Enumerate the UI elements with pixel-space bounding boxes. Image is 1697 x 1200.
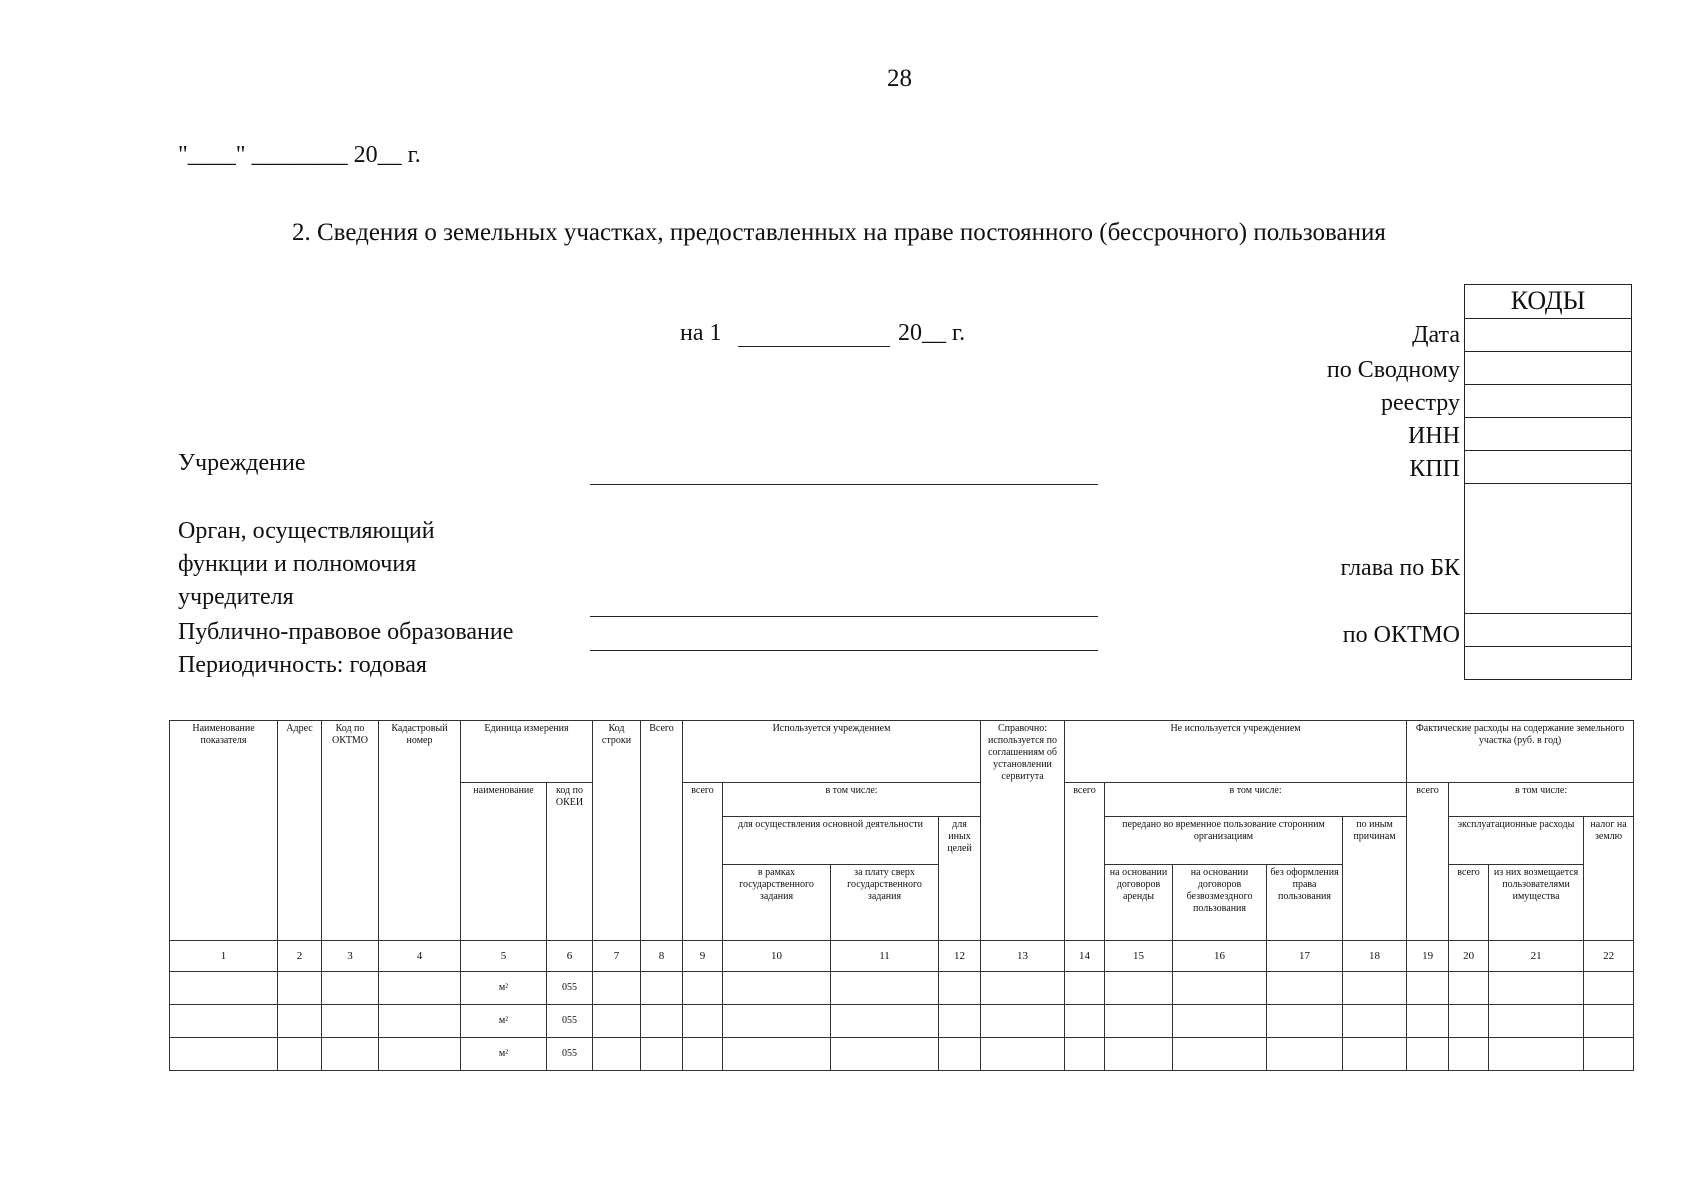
- codes-box: [1464, 284, 1632, 680]
- column-number: 1: [170, 941, 278, 972]
- organ-field[interactable]: [590, 616, 1098, 617]
- th-transferred: передано во временное пользование сторонним организациям: [1105, 817, 1343, 865]
- table-row: [170, 972, 1634, 1005]
- table-cell[interactable]: [723, 1005, 831, 1038]
- code-svodny-1[interactable]: [1465, 352, 1631, 385]
- table-cell[interactable]: [1407, 1038, 1449, 1071]
- column-number: 12: [939, 941, 981, 972]
- page-number: 28: [887, 65, 912, 92]
- code-svodny-2[interactable]: [1465, 385, 1631, 418]
- table-cell[interactable]: [1267, 1038, 1343, 1071]
- table-cell[interactable]: [831, 1038, 939, 1071]
- unit-cell[interactable]: м²: [461, 1038, 547, 1071]
- table-cell[interactable]: [939, 972, 981, 1005]
- label-ppo: Публично-правовое образование: [178, 619, 514, 645]
- document-title: 2. Сведения о земельных участках, предоставленных на праве постоянного (бессрочного) пользования: [292, 219, 1386, 246]
- label-glava: глава по БК: [1340, 555, 1460, 581]
- column-number: 13: [981, 941, 1065, 972]
- label-kpp: КПП: [1409, 456, 1460, 482]
- column-number: 15: [1105, 941, 1173, 972]
- th-row-code: Код строки: [593, 721, 641, 941]
- table-cell[interactable]: [322, 1005, 379, 1038]
- column-number: 16: [1173, 941, 1267, 972]
- th-servitude: Справочно: используется по соглашениям об установлении сервитута: [981, 721, 1065, 941]
- table-cell[interactable]: [1105, 1005, 1173, 1038]
- label-organ-3: учредителя: [178, 584, 294, 610]
- table-cell[interactable]: [593, 1038, 641, 1071]
- code-date[interactable]: [1465, 319, 1631, 352]
- table-cell[interactable]: [278, 1038, 322, 1071]
- table-cell[interactable]: [723, 972, 831, 1005]
- table-cell[interactable]: [379, 1005, 461, 1038]
- th-used-main: для осуществления основной деятельности: [723, 817, 939, 865]
- th-used: Используется учреждением: [683, 721, 981, 783]
- table-cell[interactable]: [1065, 972, 1105, 1005]
- th-no-right: без оформления права пользования: [1267, 865, 1343, 941]
- th-op-total: всего: [1449, 865, 1489, 941]
- th-used-state: в рамках государственного задания: [723, 865, 831, 941]
- th-other-reasons: по иным причинам: [1343, 817, 1407, 941]
- label-periodicity: Периодичность: годовая: [178, 652, 427, 678]
- table-cell[interactable]: [1449, 972, 1489, 1005]
- table-cell[interactable]: [322, 972, 379, 1005]
- label-oktmo: по ОКТМО: [1342, 622, 1460, 648]
- table-cell[interactable]: [1343, 1038, 1407, 1071]
- th-lease: на основании договоров аренды: [1105, 865, 1173, 941]
- table-cell[interactable]: [641, 1005, 683, 1038]
- table-cell[interactable]: [981, 972, 1065, 1005]
- th-unit: Единица измерения: [461, 721, 593, 783]
- table-cell[interactable]: [831, 1005, 939, 1038]
- as-of-prefix: на 1: [680, 320, 722, 346]
- table-cell[interactable]: [1173, 1038, 1267, 1071]
- column-number: 19: [1407, 941, 1449, 972]
- as-of-year: 20__ г.: [898, 320, 966, 346]
- column-number: 7: [593, 941, 641, 972]
- th-reimbursed: из них возмещается пользователями имущества: [1489, 865, 1584, 941]
- table-cell[interactable]: [981, 1038, 1065, 1071]
- okei-cell[interactable]: 055: [547, 1038, 593, 1071]
- table-cell[interactable]: [170, 972, 278, 1005]
- th-free-use: на основании договоров безвозмездного пользования: [1173, 865, 1267, 941]
- table-cell[interactable]: [683, 972, 723, 1005]
- table-cell[interactable]: [641, 972, 683, 1005]
- table-row: [170, 1038, 1634, 1071]
- land-plots-table: [169, 720, 1634, 1071]
- table-cell[interactable]: [379, 972, 461, 1005]
- th-used-total: всего: [683, 783, 723, 941]
- okei-cell[interactable]: 055: [547, 1005, 593, 1038]
- table-cell[interactable]: [1343, 972, 1407, 1005]
- th-oktmo: Код по ОКТМО: [322, 721, 379, 941]
- label-organ-2: функции и полномочия: [178, 551, 417, 577]
- table-cell[interactable]: [1173, 1005, 1267, 1038]
- th-total: Всего: [641, 721, 683, 941]
- label-organ-1: Орган, осуществляющий: [178, 518, 435, 544]
- column-number: 18: [1343, 941, 1407, 972]
- unit-cell[interactable]: м²: [461, 972, 547, 1005]
- code-inn[interactable]: [1465, 418, 1631, 451]
- column-number: 9: [683, 941, 723, 972]
- column-number: 3: [322, 941, 379, 972]
- table-cell[interactable]: [1584, 972, 1634, 1005]
- column-number: 22: [1584, 941, 1634, 972]
- code-oktmo[interactable]: [1465, 614, 1631, 647]
- table-cell[interactable]: [1065, 1005, 1105, 1038]
- th-not-used-total: всего: [1065, 783, 1105, 941]
- label-institution: Учреждение: [178, 450, 306, 476]
- table-cell[interactable]: [1343, 1005, 1407, 1038]
- table-cell[interactable]: [278, 972, 322, 1005]
- th-cadastral: Кадастровый номер: [379, 721, 461, 941]
- table-cell[interactable]: [1584, 1038, 1634, 1071]
- table-cell[interactable]: [322, 1038, 379, 1071]
- th-not-used-incl: в том числе:: [1105, 783, 1407, 817]
- table-cell[interactable]: [1449, 1005, 1489, 1038]
- table-cell[interactable]: [593, 972, 641, 1005]
- table-cell[interactable]: [1173, 972, 1267, 1005]
- column-number: 17: [1267, 941, 1343, 972]
- th-not-used: Не используется учреждением: [1065, 721, 1407, 783]
- table-row: [170, 1005, 1634, 1038]
- table-cell[interactable]: [1407, 1005, 1449, 1038]
- column-number: 4: [379, 941, 461, 972]
- table-cell[interactable]: [1584, 1005, 1634, 1038]
- table-cell[interactable]: [723, 1038, 831, 1071]
- table-cell[interactable]: [1407, 972, 1449, 1005]
- table-cell[interactable]: [593, 1005, 641, 1038]
- column-number: 5: [461, 941, 547, 972]
- th-used-other: для иных целей: [939, 817, 981, 941]
- th-used-incl: в том числе:: [723, 783, 981, 817]
- column-number: 21: [1489, 941, 1584, 972]
- ppo-field[interactable]: [590, 650, 1098, 651]
- table-cell[interactable]: [1267, 972, 1343, 1005]
- table-cell[interactable]: [1489, 972, 1584, 1005]
- th-unit-name: наименование: [461, 783, 547, 941]
- table-cell[interactable]: [1489, 1005, 1584, 1038]
- table-cell[interactable]: [831, 972, 939, 1005]
- th-land-tax: налог на землю: [1584, 817, 1634, 941]
- table-cell[interactable]: [1449, 1038, 1489, 1071]
- table-cell[interactable]: [683, 1038, 723, 1071]
- table-cell[interactable]: [1065, 1038, 1105, 1071]
- as-of-blank[interactable]: [738, 346, 890, 347]
- table-cell[interactable]: [1105, 1038, 1173, 1071]
- column-number: 2: [278, 941, 322, 972]
- column-number: 14: [1065, 941, 1105, 972]
- code-periodicity[interactable]: [1465, 647, 1631, 680]
- th-name: Наименование показателя: [170, 721, 278, 941]
- table-cell[interactable]: [939, 1005, 981, 1038]
- th-expenses: Фактические расходы на содержание земельного участка (руб. в год): [1407, 721, 1634, 783]
- th-exp-incl: в том числе:: [1449, 783, 1634, 817]
- table-cell[interactable]: [1489, 1038, 1584, 1071]
- table-cell[interactable]: [683, 1005, 723, 1038]
- code-kpp[interactable]: [1465, 451, 1631, 484]
- table-cell[interactable]: [981, 1005, 1065, 1038]
- unit-cell[interactable]: м²: [461, 1005, 547, 1038]
- column-numbers-row: [170, 941, 1634, 972]
- column-number: 11: [831, 941, 939, 972]
- th-operating: эксплуатационные расходы: [1449, 817, 1584, 865]
- table-cell[interactable]: [1105, 972, 1173, 1005]
- th-used-paid: за плату сверх государственного задания: [831, 865, 939, 941]
- date-line: "____" ________ 20__ г.: [178, 142, 421, 168]
- th-address: Адрес: [278, 721, 322, 941]
- column-number: 6: [547, 941, 593, 972]
- th-exp-total: всего: [1407, 783, 1449, 941]
- label-inn: ИНН: [1408, 423, 1460, 449]
- label-svodny-2: реестру: [1380, 390, 1460, 416]
- institution-field[interactable]: [590, 484, 1098, 485]
- table-cell[interactable]: [278, 1005, 322, 1038]
- label-date: Дата: [1412, 322, 1460, 348]
- code-glava[interactable]: [1465, 484, 1631, 614]
- column-number: 20: [1449, 941, 1489, 972]
- th-unit-okei: код по ОКЕИ: [547, 783, 593, 941]
- table-cell[interactable]: [170, 1038, 278, 1071]
- column-number: 10: [723, 941, 831, 972]
- label-svodny-1: по Сводному: [1326, 357, 1460, 383]
- table-cell[interactable]: [641, 1038, 683, 1071]
- table-cell[interactable]: [939, 1038, 981, 1071]
- table-cell[interactable]: [1267, 1005, 1343, 1038]
- codes-header: КОДЫ: [1465, 285, 1631, 319]
- table-cell[interactable]: [170, 1005, 278, 1038]
- table-cell[interactable]: [379, 1038, 461, 1071]
- okei-cell[interactable]: 055: [547, 972, 593, 1005]
- column-number: 8: [641, 941, 683, 972]
